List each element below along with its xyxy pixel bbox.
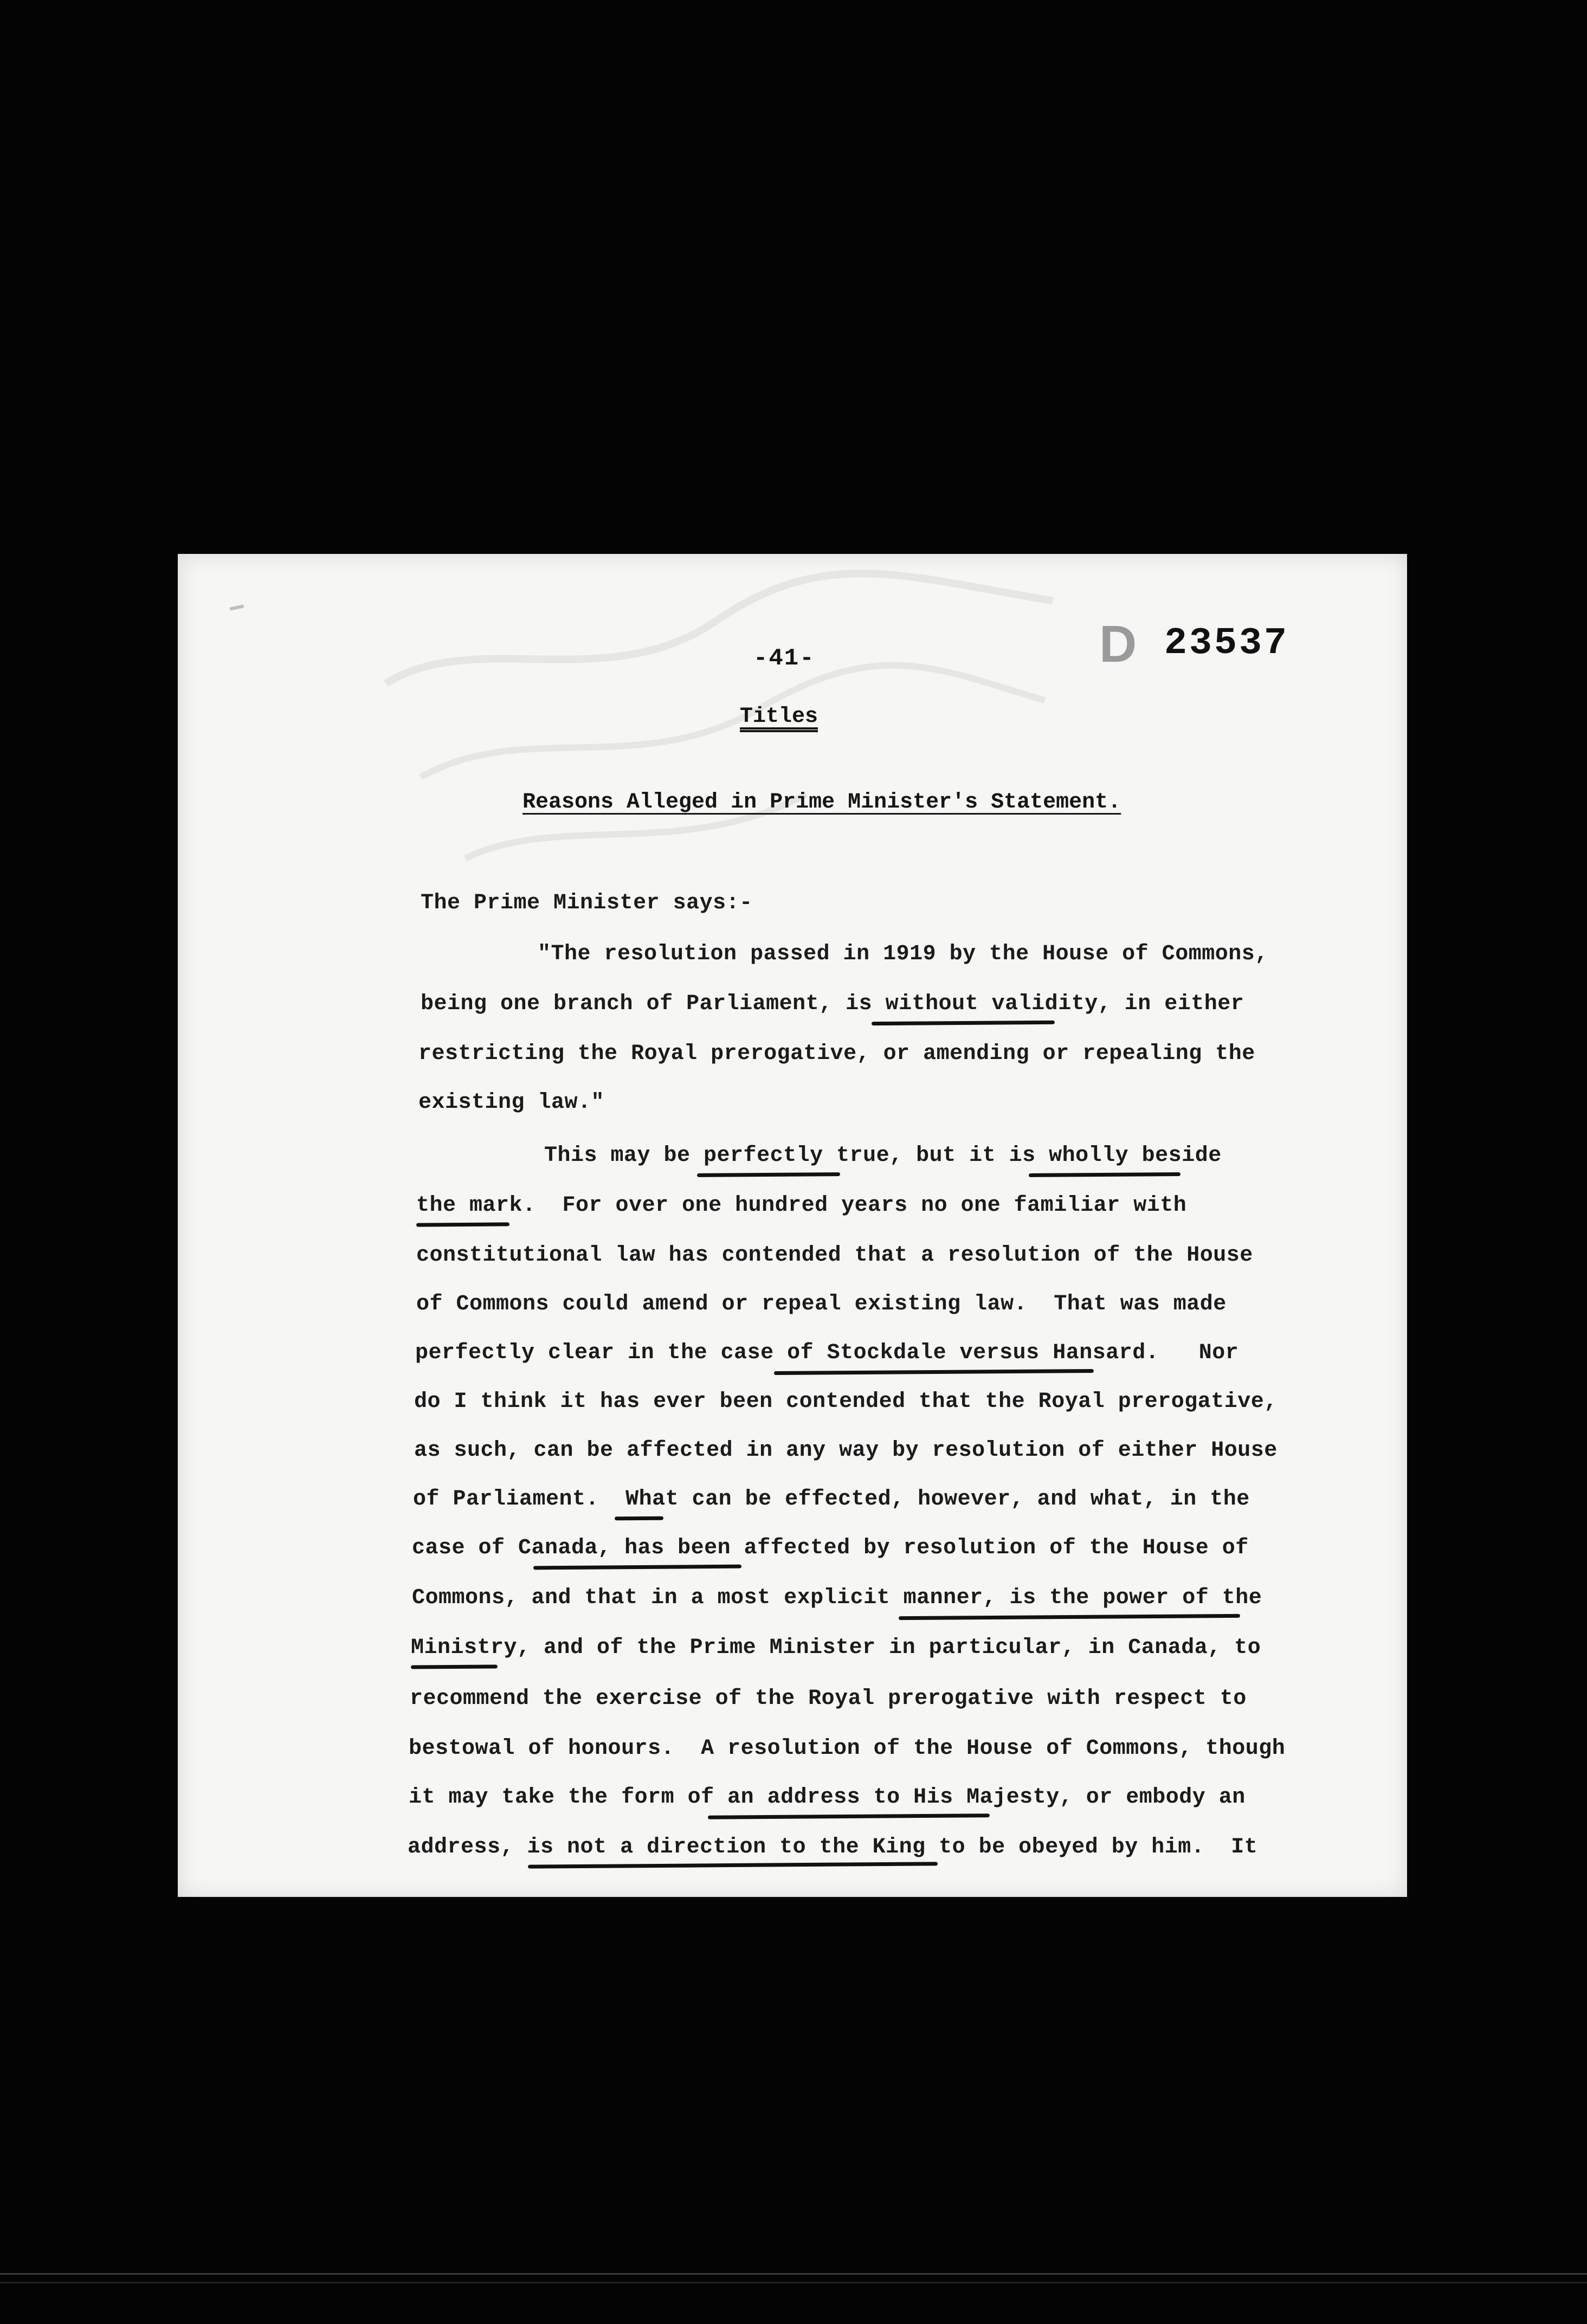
handwritten-underline (528, 1862, 938, 1868)
body-line: constitutional law has contended that a resolution of the House (416, 1243, 1253, 1268)
section-title: Titles (740, 705, 818, 729)
body-line: Ministry, and of the Prime Minister in particular, in Canada, to (411, 1636, 1261, 1660)
stamp-letter: D (1099, 615, 1137, 673)
body-line: address, is not a direction to the King to be obeyed by him. It (408, 1835, 1258, 1860)
handwritten-underline (1029, 1172, 1180, 1177)
body-line: bestowal of honours. A resolution of the House of Commons, though (409, 1736, 1286, 1761)
body-line: being one branch of Parliament, is without validity, in either (421, 992, 1244, 1016)
handwritten-underline (411, 1664, 498, 1669)
section-subtitle: Reasons Alleged in Prime Minister's Statement. (522, 790, 1121, 815)
body-line: as such, can be affected in any way by resolution of either House (414, 1438, 1278, 1463)
body-line: it may take the form of an address to His Majesty, or embody an (409, 1785, 1246, 1810)
handwritten-underline (872, 1021, 1055, 1025)
document-number: 23537 (1164, 622, 1289, 665)
handwritten-underline (533, 1565, 741, 1570)
scan-border-line (0, 2282, 1587, 2283)
scan-border-line (0, 2273, 1587, 2275)
body-line: Commons, and that in a most explicit manner, is the power of the (412, 1586, 1262, 1610)
page-number: -41- (753, 645, 815, 672)
body-line: perfectly clear in the case of Stockdale versus Hansard. Nor (415, 1341, 1239, 1365)
body-line: case of Canada, has been affected by resolution of the House of (412, 1536, 1249, 1560)
handwritten-underline (416, 1222, 509, 1226)
handwritten-underline (615, 1516, 663, 1521)
document-stamp (1099, 615, 1407, 674)
body-line: The Prime Minister says:- (421, 891, 753, 915)
handwritten-underline (899, 1614, 1240, 1620)
body-line: recommend the exercise of the Royal prerogative with respect to (410, 1687, 1247, 1711)
body-line: This may be perfectly true, but it is wholly beside (544, 1144, 1222, 1168)
handwritten-underline (774, 1369, 1094, 1375)
handwritten-underline (697, 1172, 840, 1177)
handwritten-underline (708, 1813, 990, 1819)
body-line: of Parliament. What can be effected, however, and what, in the (413, 1487, 1250, 1512)
body-line: the mark. For over one hundred years no one familiar with (416, 1193, 1187, 1218)
bleed-through-writing (366, 554, 1106, 921)
body-line: do I think it has ever been contended that the Royal prerogative, (414, 1390, 1278, 1414)
body-line: of Commons could amend or repeal existing law. That was made (416, 1292, 1227, 1316)
document-page (178, 554, 1407, 1897)
body-line: restricting the Royal prerogative, or amending or repealing the (418, 1042, 1255, 1066)
body-line: existing law." (418, 1090, 605, 1115)
body-line: "The resolution passed in 1919 by the House of Commons, (538, 942, 1268, 966)
